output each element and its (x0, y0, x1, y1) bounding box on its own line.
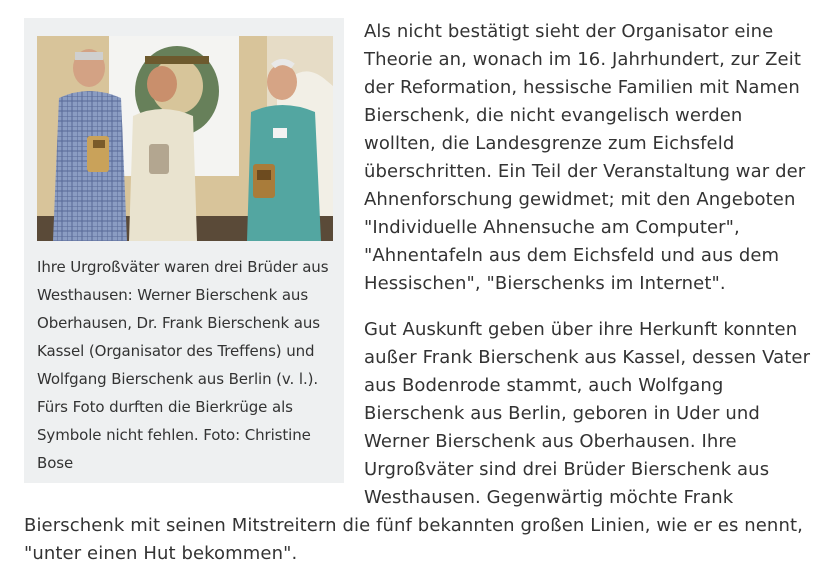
photo-figure (24, 18, 344, 483)
photo-illustration (37, 36, 333, 241)
article-paragraph-2: Gut Auskunft geben über ihre Herkunft konnten außer Frank Bierschenk aus Kassel, dessen Vater aus Bodenrode stammt, auch Wolfgang Bierschenk aus Berlin, geboren in Uder und Werner Bierschenk aus Oberhausen. Ihre Urgroßväter sind drei Brüder Bierschenk aus Westhausen. Gegenwärtig möchte Frank Bierschenk mit seinen Mitstreitern die fünf bekannten großen Linien, wie er es nennt, "unter einen Hut bekommen". (24, 319, 811, 564)
article-photo[interactable] (37, 36, 333, 241)
article-body (24, 18, 814, 568)
article-paragraph-1: Als nicht bestätigt sieht der Organisator eine Theorie an, wonach im 16. Jahrhundert, zur Zeit der Reformation, hessische Familien mit Namen Bierschenk, die nicht evangelisch werden wollten, die Landesgrenze zum Eichsfeld überschritten. Ein Teil der Veranstaltung war der Ahnenforschung gewidmet; mit den Angeboten "Individuelle Ahnensuche am Computer", "Ahnentafeln aus dem Eichsfeld und aus dem Hessischen", "Bierschenks im Internet". (364, 21, 806, 294)
photo-caption: Ihre Urgroßväter waren drei Brüder aus Westhausen: Werner Bierschenk aus Oberhausen, Dr. Frank Bierschenk aus Kassel (Organisator des Treffens) und Wolfgang Bierschenk aus Berlin (v. l.). Fürs Foto durften die Bierkrüge als Symbole nicht fehlen. Foto: Christine Bose (37, 258, 329, 472)
